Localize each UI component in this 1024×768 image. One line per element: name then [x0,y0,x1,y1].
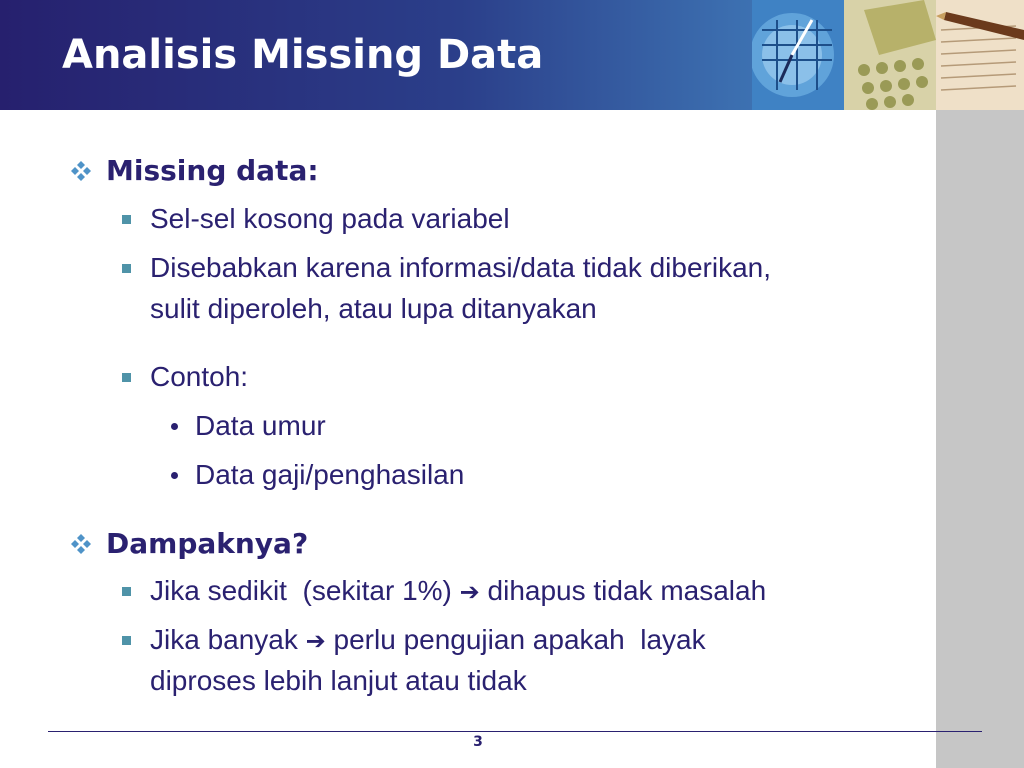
bullet-text [150,624,706,656]
square-bullet-icon [122,215,131,224]
right-arrow-icon: ➔ [459,578,480,606]
slide-title: Analisis Missing Data [62,32,544,78]
sub-bullet-text: Data umur [195,410,326,441]
dot-bullet-icon [171,423,178,430]
square-bullet-icon [122,636,131,645]
section-heading-missing-data: Missing data: [106,154,319,187]
page-number: 3 [473,734,483,750]
four-diamond-icon [70,533,92,555]
bullet-text: Disebabkan karena informasi/data tidak diberikan, [150,252,772,283]
text-segment: Jika banyak [150,624,306,655]
text-segment: perlu pengujian apakah layak [325,624,706,655]
bullet-text-continued: sulit diperoleh, atau lupa ditanyakan [150,293,597,324]
sub-bullet-text: Data gaji/penghasilan [195,459,465,490]
section-heading-dampaknya: Dampaknya? [106,527,309,560]
bullet-text: Sel-sel kosong pada variabel [150,203,510,234]
footer-divider [48,731,982,732]
square-bullet-icon [122,373,131,382]
four-diamond-icon [70,160,92,182]
dot-bullet-icon [171,472,178,479]
bullet-text [150,575,766,607]
bullet-text: Contoh: [150,361,249,392]
square-bullet-icon [122,587,131,596]
right-arrow-icon: ➔ [305,627,326,655]
bullet-text-continued: diproses lebih lanjut atau tidak [150,665,527,696]
pen-document-photo [936,0,1024,110]
square-bullet-icon [122,264,131,273]
text-segment: dihapus tidak masalah [479,575,767,606]
text-segment: Jika sedikit (sekitar 1%) [150,575,460,606]
right-sidebar-bar [936,110,1024,768]
